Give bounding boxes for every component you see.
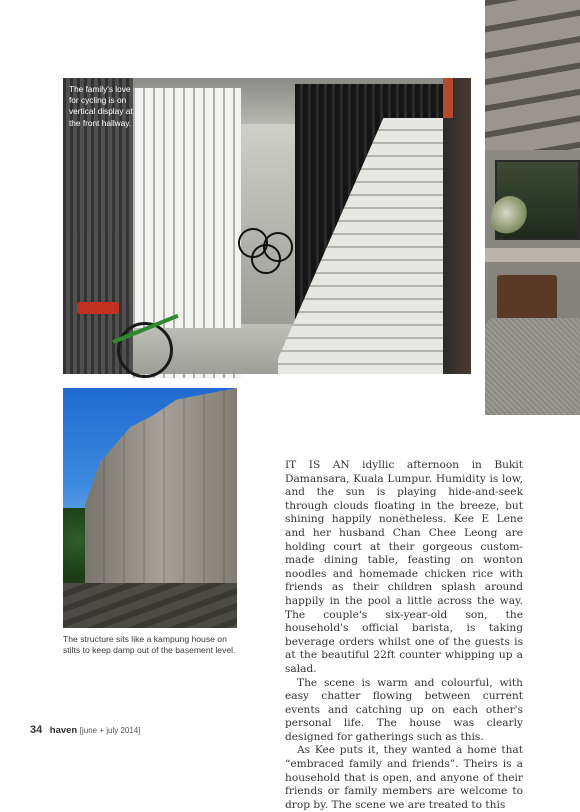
photo-caption-inset: The family's love for cycling is on vertical display at the front hallway. xyxy=(69,84,133,128)
page-number: 34 xyxy=(30,724,43,736)
issue-date: [june + july 2014] xyxy=(79,726,141,735)
photo-caption-facade: The structure sits like a kampung house on stilts to keep damp out of the basement level. xyxy=(63,634,236,656)
page-footer xyxy=(30,724,140,736)
magazine-name: haven xyxy=(49,725,78,736)
photo-red-accent xyxy=(443,78,453,118)
article-paragraph: The scene is warm and colourful, with easy chatter flowing between current events and catching up on each other's personal life. The house was clearly designed for gatherings such as this. xyxy=(285,676,523,743)
photo-flower-arrangement xyxy=(491,196,529,238)
article-paragraph: As Kee puts it, they wanted a home that “embraced family and friends”. Theirs is a household that is open, and anyone of their friends or family members are welcome to drop by. The scene we are treated to this xyxy=(285,744,523,811)
photo-dining-room xyxy=(485,0,580,415)
photo-dining-table xyxy=(485,248,580,262)
photo-ground xyxy=(63,583,237,628)
photo-right-wall xyxy=(443,78,471,374)
article-paragraph: IT IS AN idyllic afternoon in Bukit Damansara, Kuala Lumpur. Humidity is low, and the sun is playing hide-and-seek through clouds floating in the breeze, but shining happily nonetheless. Kee E Lene and her husband Chan Chee Leong are holding court at their gorgeous custom-made dining table, feasting on wonton noodles and homemade chicken rice with friends as their children splash around happily in the pool a little across the way. The couple's six-year-old son, the household's official barista, is taking beverage orders whilst one of the guests is at the beautiful 22ft counter whipping up a salad. xyxy=(285,459,523,675)
photo-concrete-facade xyxy=(63,388,237,628)
article-body xyxy=(285,459,523,812)
photo-red-bike-part xyxy=(77,302,119,314)
bike-wheel-icon xyxy=(263,232,293,262)
photo-bike-room xyxy=(241,124,296,324)
photo-stair-hall xyxy=(63,78,471,374)
photo-concrete-ceiling xyxy=(485,0,580,150)
photo-sofa xyxy=(485,318,580,415)
photo-facade-shade xyxy=(85,388,237,583)
